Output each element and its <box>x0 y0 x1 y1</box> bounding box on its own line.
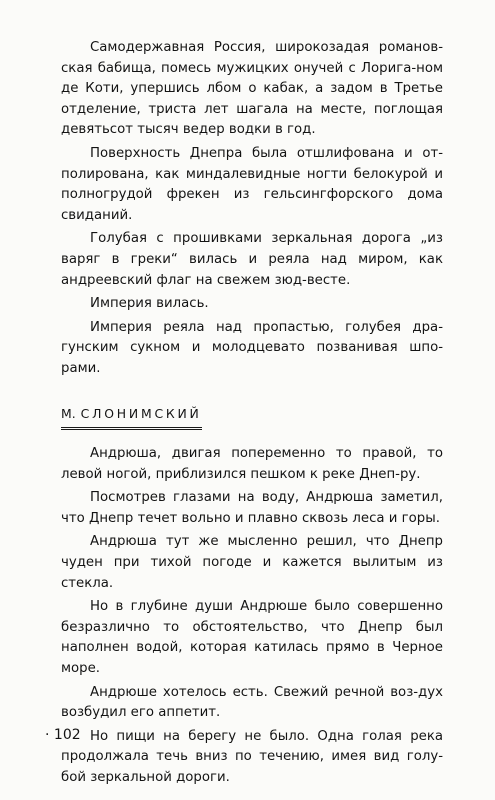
paragraph: Поверхность Днепра была отшлифована и от-полирована, как миндалевидные ногти белокурой и полногрудой фрекен из гельсингфорского дома свиданий. <box>61 145 443 223</box>
paragraph: Но в глубине души Андрюше было совершенно безразлично то обстоятельство, что Днепр был наполнен водой, которая катилась прямо в Черное море. <box>61 599 443 677</box>
author-heading <box>61 404 202 431</box>
paragraph: Посмотрев глазами на воду, Андрюша заметил, что Днепр течет вольно и плавно сквозь леса и горы. <box>61 490 443 526</box>
paragraph: Андрюша, двигая попеременно то правой, то левой ногой, приблизился пешком к реке Днеп-ру. <box>61 446 443 482</box>
page-number-value: 102 <box>53 727 81 743</box>
paragraph: Но пищи на берегу не было. Одна голая река продолжала течь вниз по течению, имея вид голу-бой зеркальной дороги. <box>61 728 443 785</box>
page-text <box>61 38 443 789</box>
paragraph: Андрюше хотелось есть. Свежий речной воз-дух возбудил его аппетит. <box>61 684 443 721</box>
paragraph: Голубая с прошивками зеркальная дорога „из варяг в греки“ вилась и реяла над миром, как андреевский флаг на свежем зюд-весте. <box>61 231 443 288</box>
section-2 <box>61 444 443 789</box>
paragraph: Империя реяла над пропастью, голубея дра-гунским сукном и молодцевато позванивая шпо-рами. <box>61 319 443 376</box>
page-number <box>45 727 81 743</box>
paragraph: Андрюша тут же мысленно решил, что Днепр чуден при тихой погоде и кажется вылитым из стекла. <box>61 534 443 591</box>
paragraph: Самодержавная Россия, широкозадая романов-ская бабища, помесь мужицких онучей с Лорига-ном де Коти, упершись лбом о кабак, а задом в Третье отделение, триста лет шагала на месте, поглощая девятьсот тысяч ведер водки в год. <box>61 40 443 138</box>
author-initial: М. <box>61 405 76 421</box>
page-number-dot: · <box>45 727 54 743</box>
section-1 <box>61 38 443 380</box>
author-name: СЛОНИМСКИЙ <box>80 405 202 421</box>
paragraph: Империя вилась. <box>90 296 209 312</box>
